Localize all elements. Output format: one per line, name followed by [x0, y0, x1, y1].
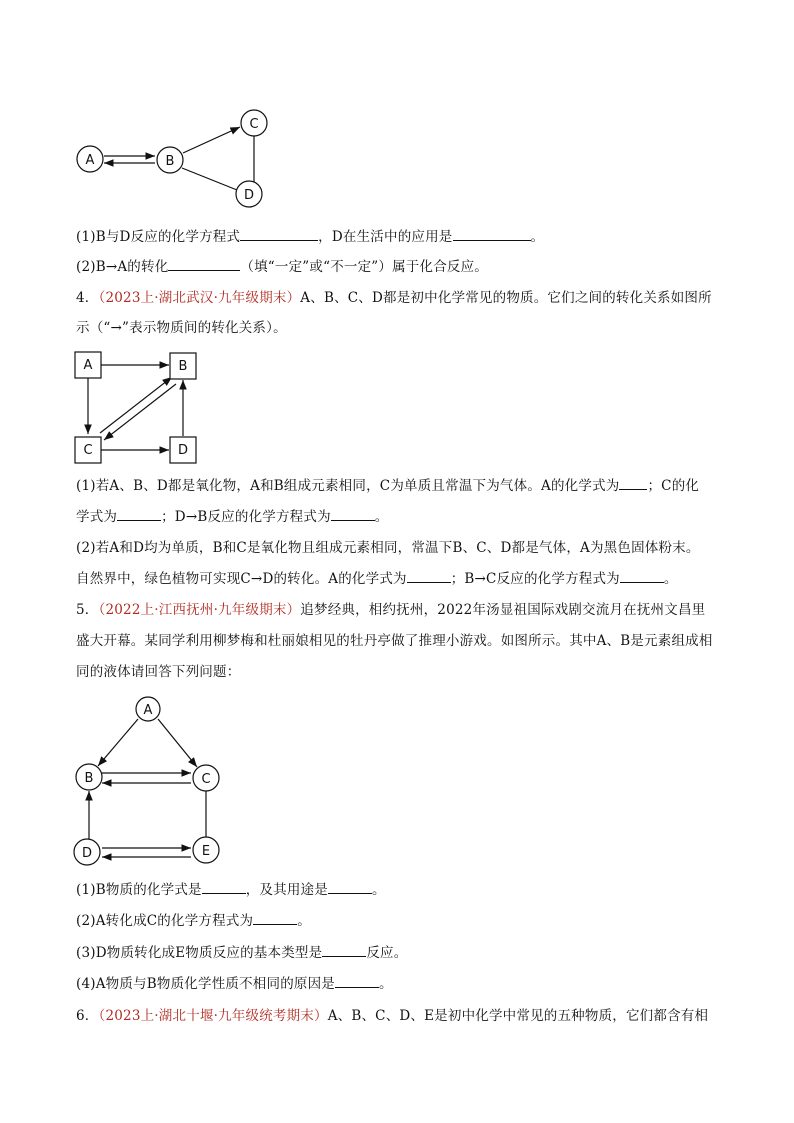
arrow-a-to-c	[158, 719, 197, 767]
q5-part2	[76, 911, 311, 931]
arrow-b-to-c	[183, 127, 240, 153]
q5-part3-text-b: 反应。	[366, 945, 408, 961]
node-d-label: D	[243, 188, 255, 203]
node-d-label: D	[81, 846, 93, 861]
q5-part3-text: (3)D物质转化成E物质反应的基本类型是	[76, 945, 323, 961]
answer-blank[interactable]	[117, 508, 161, 521]
q3-part2	[76, 257, 488, 277]
q6-intro	[76, 1006, 708, 1026]
q6-intro-line1: A、B、C、D、E是初中化学中常见的五种物质，它们都含有相	[327, 1008, 709, 1024]
node-a-label: A	[83, 358, 93, 373]
q6-source: （2023上·湖北十堰·九年级统考期末）	[98, 1008, 328, 1024]
q4-intro-line1: A、B、C、D都是初中化学常见的物质。它们之间的转化关系如图所	[300, 290, 712, 306]
q5-part4-text: (4)A物质与B物质化学性质不相同的原因是	[76, 976, 335, 992]
q5-part2-text: (2)A转化成C的化学方程式为	[76, 913, 254, 929]
arrow-c-to-b	[100, 377, 172, 433]
q4-part2-text-b: 自然界中，绿色植物可实现C→D的转化。A的化学式为	[76, 571, 407, 587]
answer-blank[interactable]	[331, 508, 375, 521]
node-c-label: C	[83, 443, 93, 458]
q3-part1-prefix: (1)B与D反应的化学方程式	[76, 229, 241, 245]
node-e-label: E	[201, 844, 211, 859]
q5-intro-3	[76, 662, 240, 682]
arrow-b-to-c	[104, 384, 176, 440]
q3-part1-end: 。	[530, 229, 545, 245]
q4-part1-text-b: ；C的化	[647, 478, 700, 494]
q4-part2-line2	[76, 569, 678, 589]
q5-intro-line1: 追梦经典，相约抚州，2022年汤显祖国际戏剧交流月在抚州文昌里	[300, 602, 706, 618]
q5-part3	[76, 943, 407, 963]
q4-part1-text-c: 学式为	[76, 509, 118, 525]
answer-blank[interactable]	[253, 912, 297, 925]
answer-blank[interactable]	[335, 975, 379, 988]
q4-part1-text-d: ；D→B反应的化学方程式为	[161, 509, 331, 525]
q4-part1-line2	[76, 507, 388, 527]
q5-part4	[76, 974, 393, 994]
diagram-q5	[74, 697, 219, 865]
node-a-label: A	[85, 153, 95, 168]
q4-intro-2	[76, 318, 287, 338]
q5-part1	[76, 880, 386, 900]
answer-blank[interactable]	[168, 258, 240, 271]
q4-part2-text: (2)若A和D均为单质，B和C是氧化物且组成元素相同，常温下B、C、D都是气体，A为黑色固体粉末。	[76, 540, 700, 556]
q4-number: 4．	[76, 290, 99, 306]
q3-part1-mid: ，D在生活中的应用是	[318, 229, 453, 245]
node-a-label: A	[143, 703, 153, 718]
q6-number: 6．	[76, 1008, 99, 1024]
q4-intro	[76, 288, 712, 308]
q5-part1-text: (1)B物质的化学式是	[76, 882, 202, 898]
q5-intro-2	[76, 631, 713, 651]
line-b-d	[182, 168, 237, 190]
q3-part2-prefix: (2)B→A的转化	[76, 259, 169, 275]
q4-part2-text-c: ；B→C反应的化学方程式为	[450, 571, 620, 587]
answer-blank[interactable]	[202, 881, 246, 894]
q4-part1-text-e: 。	[374, 509, 389, 525]
q3-part1	[76, 227, 544, 247]
q3-part2-end: （填“一定”或“不一定”）属于化合反应。	[240, 259, 489, 275]
answer-blank[interactable]	[328, 881, 372, 894]
answer-blank[interactable]	[453, 228, 531, 241]
q5-intro-line2: 盛大开幕。某同学利用柳梦梅和杜丽娘相见的牡丹亭做了推理小游戏。如图所示。其中A、B是元素组成相	[76, 633, 713, 649]
node-d-label: D	[177, 443, 189, 458]
q5-part1-text-b: ，及其用途是	[245, 882, 328, 898]
q5-number: 5．	[76, 602, 99, 618]
node-c-label: C	[201, 772, 211, 787]
q4-source: （2023上·湖北武汉·九年级期末）	[98, 290, 301, 306]
q5-source: （2022上·江西抚州·九年级期末）	[98, 602, 301, 618]
node-b-label: B	[165, 154, 175, 169]
q5-intro	[76, 600, 705, 620]
q5-part4-text-b: 。	[379, 976, 393, 992]
node-c-label: C	[249, 117, 259, 132]
answer-blank[interactable]	[322, 944, 366, 957]
node-b-label: B	[178, 359, 188, 374]
q4-part2-text-d: 。	[663, 571, 678, 587]
q5-part2-text-b: 。	[297, 913, 311, 929]
q5-part1-text-c: 。	[371, 882, 386, 898]
arrow-a-to-b	[98, 719, 138, 766]
q4-intro-line2: 示（“→”表示物质间的转化关系）。	[76, 320, 287, 336]
node-b-label: B	[84, 771, 94, 786]
answer-blank[interactable]	[619, 477, 647, 490]
answer-blank[interactable]	[407, 570, 451, 583]
q4-part1-line1	[76, 476, 699, 496]
answer-blank[interactable]	[240, 228, 318, 241]
answer-blank[interactable]	[620, 570, 664, 583]
q4-part1-text: (1)若A、B、D都是氧化物，A和B组成元素相同，C为单质且常温下为气体。A的化学式为	[76, 478, 620, 494]
q5-intro-line3: 同的液体请回答下列问题：	[76, 664, 241, 680]
q4-part2-line1	[76, 538, 700, 558]
